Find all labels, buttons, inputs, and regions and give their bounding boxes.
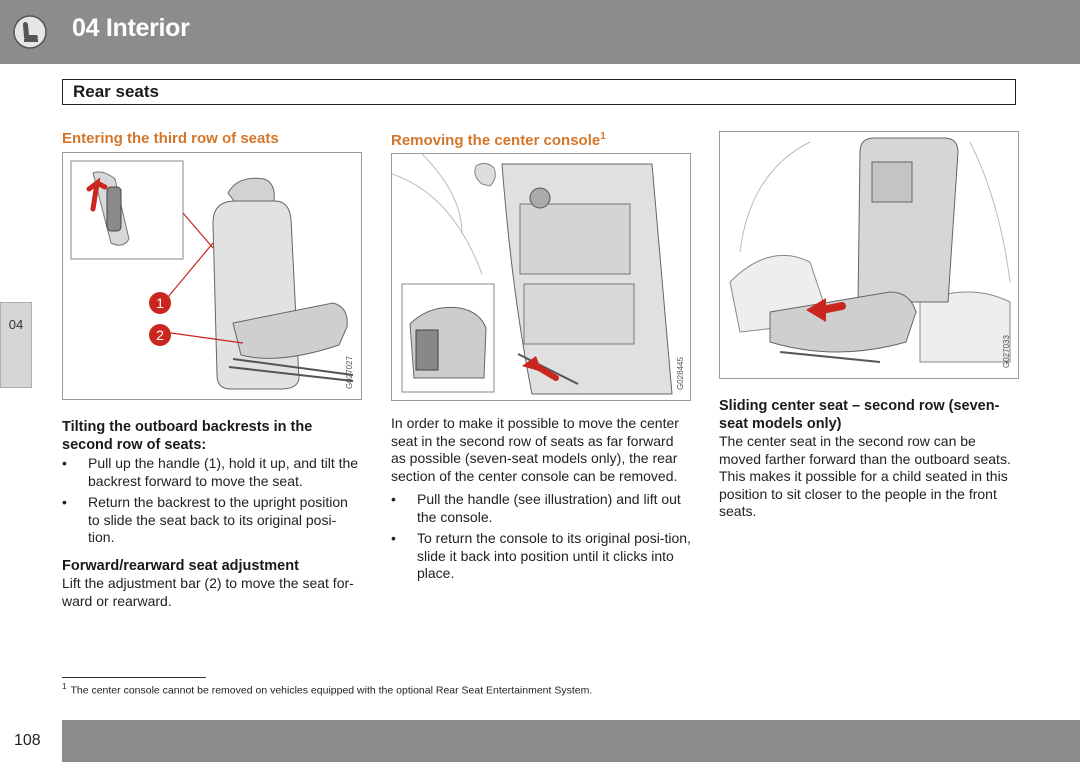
figure-code: G027033 — [1002, 335, 1011, 368]
figure-third-row-entry — [62, 152, 362, 400]
bullet-item — [62, 455, 362, 495]
seat-icon — [12, 14, 48, 50]
sliding-seat-illustration — [720, 132, 1018, 378]
console-illustration — [392, 154, 690, 400]
bullet-text: Pull the handle (see illustration) and lift out the console. — [417, 491, 681, 525]
footer-bar — [62, 720, 1080, 762]
heading-entering-third-row: Entering the third row of seats — [62, 130, 279, 147]
figure-code: G028445 — [676, 357, 685, 390]
paragraph-seat-adjustment: Lift the adjustment bar (2) to move the seat for-ward or rearward. — [62, 575, 354, 609]
heading-removing-console: Removing the center console$^1$ — [391, 131, 606, 149]
footnote: $^1$ The center console cannot be removed on vehicles equipped with the optional Rear Seat Entertainment System. — [62, 682, 593, 697]
callout-1 — [148, 291, 172, 315]
bullet-item — [391, 530, 691, 586]
bullet-text: Return the backrest to the upright position to slide the seat back to its original posi-tion. — [88, 494, 348, 545]
seat-illustration — [63, 153, 361, 399]
footnote-divider — [62, 677, 206, 678]
page-number: 108 — [14, 732, 41, 749]
bullet-item — [391, 491, 691, 531]
subhead-seat-adjustment: Forward/rearward seat adjustment — [62, 558, 299, 574]
figure-center-console — [391, 153, 691, 401]
chapter-side-tab[interactable] — [0, 302, 32, 388]
callout-2 — [148, 323, 172, 347]
paragraph-console-intro: In order to make it possible to move the center seat in the second row of seats as far forward as possible (seven-seat models only), the rear section of the center console can be removed. — [391, 415, 679, 484]
bullet-dot: • — [391, 491, 396, 507]
figure-code: G027027 — [345, 356, 354, 389]
chapter-title: 04 Interior — [72, 14, 190, 42]
bullet-dot: • — [62, 455, 67, 471]
side-tab-label: 04 — [8, 317, 24, 332]
svg-text:2: 2 — [156, 327, 164, 343]
subhead-tilting-backrests: Tilting the outboard backrests in the second row of seats: — [62, 419, 313, 453]
bullet-dot: • — [62, 494, 67, 510]
bullet-dot: • — [391, 530, 396, 546]
bullet-item — [62, 494, 362, 550]
bullet-text: To return the console to its original posi-tion, slide it back into position until it clicks into place. — [417, 530, 691, 581]
paragraph-sliding-center-seat: The center seat in the second row can be moved farther forward than the outboard seats. This makes it possible for a child seated in this position to sit closer to the people in the front seats. — [719, 433, 1011, 519]
svg-text:1: 1 — [156, 295, 164, 311]
subhead-sliding-center-seat: Sliding center seat – second row (seven-seat models only) — [719, 398, 1000, 432]
section-title-box — [62, 79, 1016, 105]
section-title: Rear seats — [73, 82, 160, 101]
bullet-text: Pull up the handle (1), hold it up, and tilt the backrest forward to move the seat. — [88, 455, 359, 489]
figure-sliding-center-seat — [719, 131, 1019, 379]
